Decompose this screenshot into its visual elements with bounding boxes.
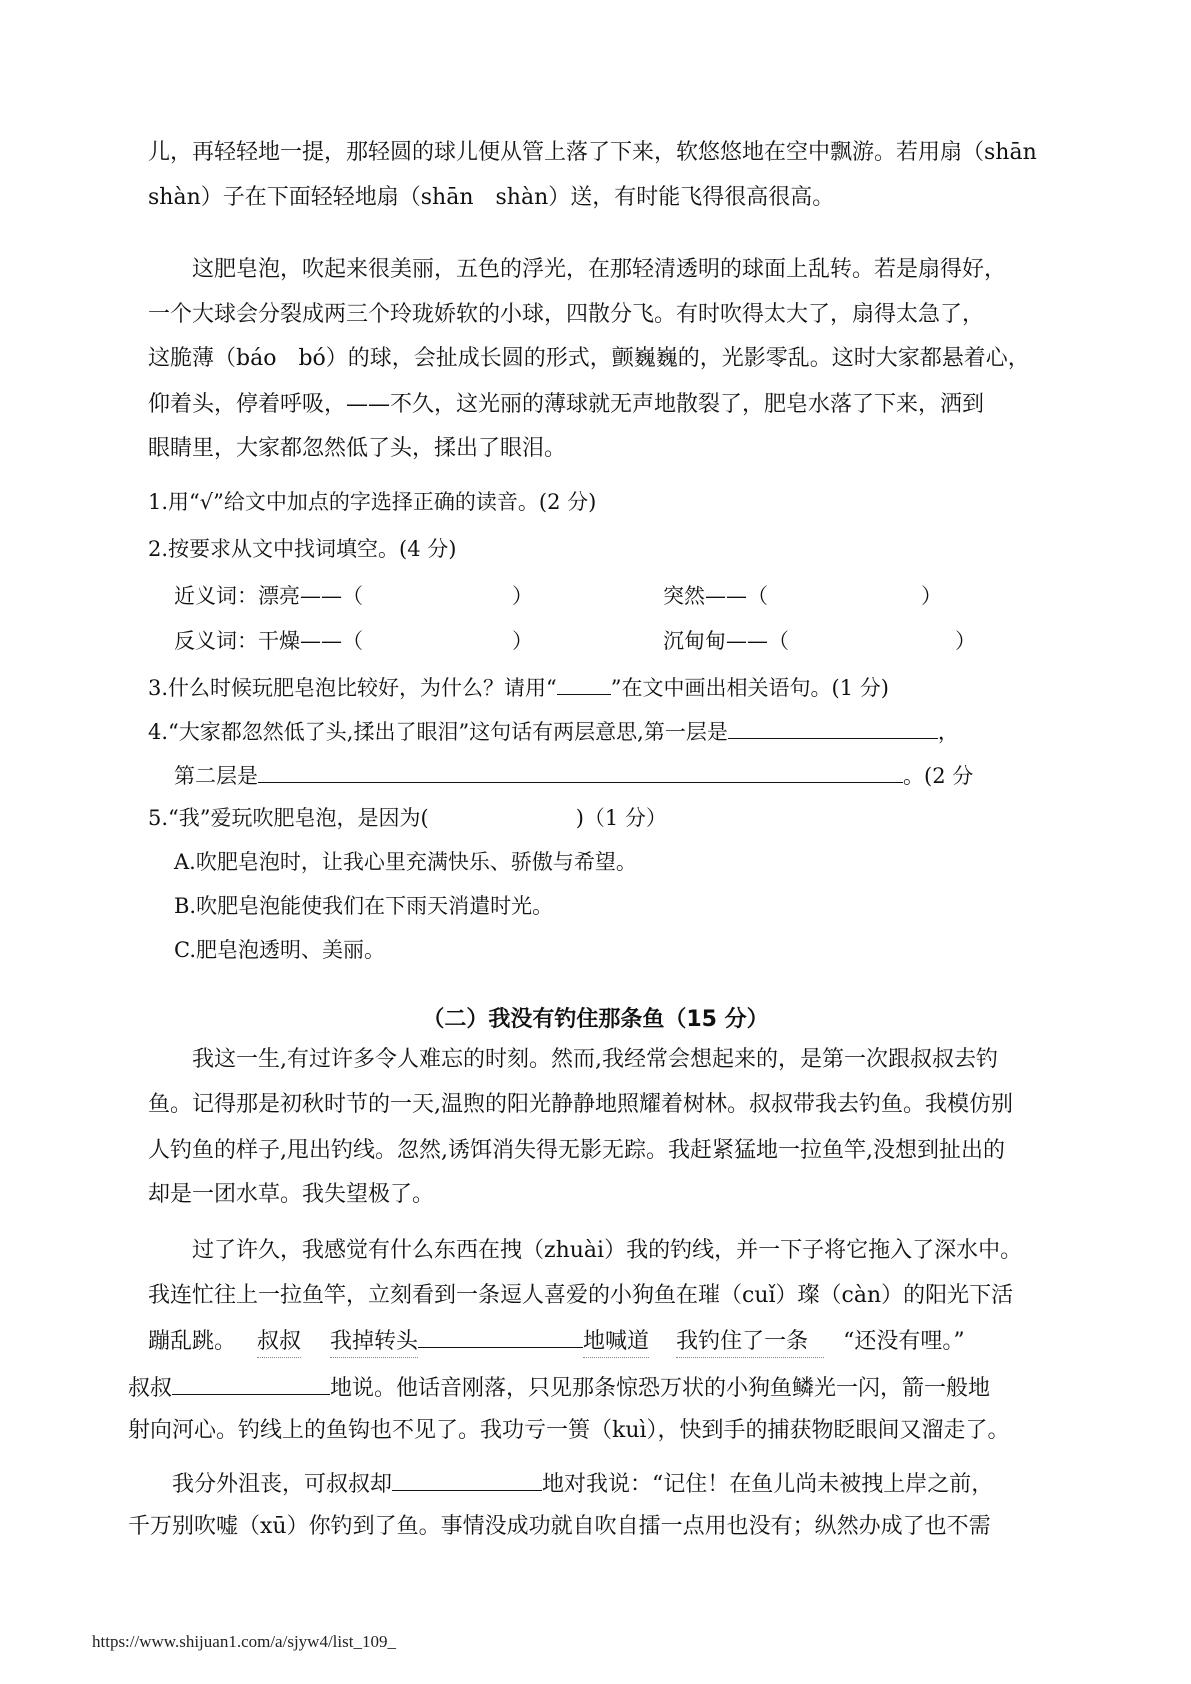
option-c: C.肥皂泡透明、美丽。 <box>174 938 385 962</box>
answer-blank[interactable] <box>392 1468 542 1491</box>
question-2: 2.按要求从文中找词填空。(4 分) <box>148 537 457 561</box>
passage-line: 这肥皂泡，吹起来很美丽，五色的浮光，在那轻清透明的球面上乱转。若是扇得好， <box>148 257 1007 282</box>
question-1: 1.用“√”给文中加点的字选择正确的读音。(2 分) <box>148 490 597 514</box>
option-a: A.吹肥皂泡时，让我心里充满快乐、骄傲与希望。 <box>174 850 637 874</box>
answer-blank[interactable] <box>728 716 938 739</box>
passage-line: 这脆薄（báo bó）的球，会扯成长圆的形式，颤巍巍的，光影零乱。这时大家都悬着心， <box>148 346 1030 371</box>
answer-blank[interactable] <box>172 1372 330 1395</box>
passage-line: 过了许久，我感觉有什么东西在拽（zhuài）我的钓线，并一下子将它拖入了深水中。 <box>148 1238 1023 1263</box>
passage-line: 儿，再轻轻地一提，那轻圆的球儿便从管上落了下来，软悠悠地在空中飘游。若用扇（shān <box>148 140 1037 165</box>
synonym-2-label: 突然——（ <box>663 584 768 608</box>
answer-blank[interactable] <box>258 760 903 783</box>
answer-blank[interactable] <box>557 672 611 695</box>
passage-line-with-blanks: 蹦乱跳。 叔叔 我掉转头 地喊道 我钓住了一条 “还没有哩。” <box>148 1325 965 1358</box>
passage-line: 却是一团水草。我失望极了。 <box>148 1182 435 1207</box>
question-4: 4.“大家都忽然低了头,揉出了眼泪”这句话有两层意思,第一层是 ， <box>148 716 959 746</box>
synonym-close: ） <box>512 584 533 608</box>
antonym-close: ） <box>512 629 533 653</box>
passage-line: 仰着头，停着呼吸，——不久，这光丽的薄球就无声地散裂了，肥皂水落了下来，洒到 <box>148 392 985 417</box>
passage-line: 人钓鱼的样子,甩出钓线。忽然,诱饵消失得无影无踪。我赶紧猛地一拉鱼竿,没想到扯出的 <box>148 1138 1005 1163</box>
passage-line: 我这一生,有过许多令人难忘的时刻。然而,我经常会想起来的，是第一次跟叔叔去钓 <box>148 1047 998 1072</box>
answer-blank[interactable] <box>418 1325 583 1348</box>
question-5: 5.“我”爱玩吹肥皂泡，是因为( )（1 分） <box>148 806 667 830</box>
antonym-2-label: 沉甸甸——（ <box>663 629 789 653</box>
synonym-2-close: ） <box>921 584 942 608</box>
synonym-label: 近义词：漂亮——（ <box>174 584 363 608</box>
passage-line: 千万别吹嘘（xū）你钓到了鱼。事情没成功就自吹自擂一点用也没有；纵然办成了也不需 <box>128 1514 991 1539</box>
passage-line: shàn）子在下面轻轻地扇（shān shàn）送，有时能飞得很高很高。 <box>148 185 835 210</box>
passage-line: 我连忙往上一拉鱼竿，立刻看到一条逗人喜爱的小狗鱼在璀（cuǐ）璨（càn）的阳光下活 <box>148 1283 1014 1308</box>
passage-line: 鱼。记得那是初秋时节的一天,温煦的阳光静静地照耀着树林。叔叔带我去钓鱼。我模仿别 <box>148 1092 1013 1117</box>
section-2-title: （二）我没有钓住那条鱼（15 分） <box>422 1007 769 1032</box>
antonym-label: 反义词：干燥——（ <box>174 629 363 653</box>
antonym-2-close: ） <box>955 629 976 653</box>
passage-line: 眼睛里，大家都忽然低了头，揉出了眼泪。 <box>148 436 567 461</box>
passage-line: 射向河心。钓线上的鱼钩也不见了。我功亏一篑（kuì），快到手的捕获物眨眼间又溜走了。 <box>128 1418 1010 1443</box>
passage-line-with-blank: 叔叔 地说。他话音刚落，只见那条惊恐万状的小狗鱼鳞光一闪，箭一般地 <box>128 1372 990 1404</box>
question-3: 3.什么时候玩肥皂泡比较好，为什么？请用“ ”在文中画出相关语句。(1 分) <box>148 672 889 702</box>
question-4-line-2: 第二层是 。(2 分 <box>174 760 973 790</box>
source-url[interactable]: https://www.shijuan1.com/a/sjyw4/list_109_ <box>92 1632 396 1651</box>
passage-line-with-blank: 我分外沮丧，可叔叔却 地对我说：“记住！在鱼儿尚未被拽上岸之前， <box>128 1468 993 1500</box>
passage-line: 一个大球会分裂成两三个玲珑娇软的小球，四散分飞。有时吹得太大了，扇得太急了， <box>148 302 985 327</box>
option-b: B.吹肥皂泡能使我们在下雨天消遣时光。 <box>174 894 554 918</box>
